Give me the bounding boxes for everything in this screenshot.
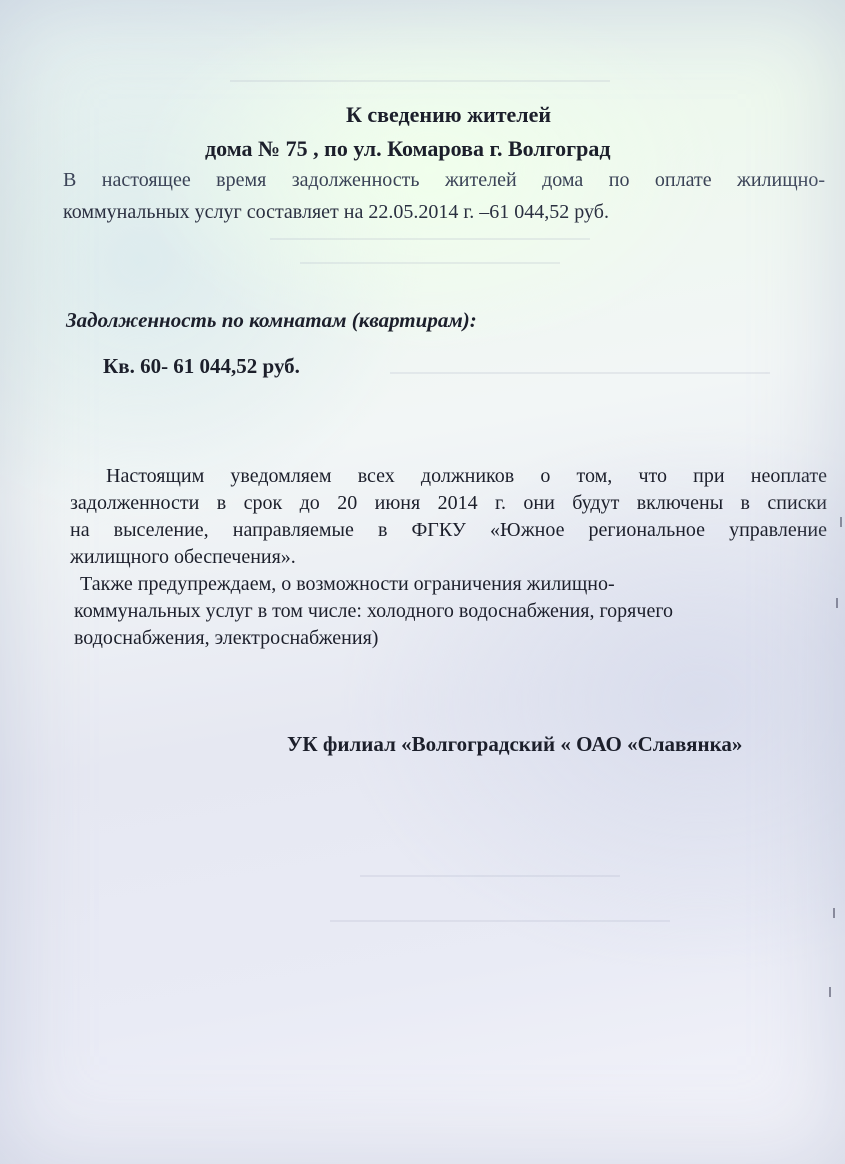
bleed-through-mark (360, 875, 620, 877)
bleed-through-mark (270, 238, 590, 240)
paper-speck (836, 598, 838, 608)
restriction-line-2: коммунальных услуг в том числе: холодного водоснабжения, горячего (74, 600, 674, 622)
bleed-through-mark (300, 262, 560, 264)
warning-line-3: на выселение, направляемые в ФГКУ «Южное региональное управление (70, 519, 827, 541)
warning-line-2: задолженности в срок до 20 июня 2014 г. они будут включены в списки (70, 492, 827, 514)
debt-heading: Задолженность по комнатам (квартирам): (66, 308, 477, 332)
paper-speck (829, 987, 831, 997)
restriction-line-3: водоснабжения, электроснабжения) (74, 627, 379, 649)
restriction-line-1: Также предупреждаем, о возможности ограничения жилищно- (80, 573, 615, 595)
warning-line-1: Настоящим уведомляем всех должников о том, что при неоплате (106, 465, 827, 487)
bleed-through-mark (390, 372, 770, 374)
paper-speck (840, 517, 842, 527)
apartment-debt: Кв. 60- 61 044,52 руб. (103, 354, 300, 378)
notice-title: К сведению жителей (345, 102, 552, 127)
notice-address: дома № 75 , по ул. Комарова г. Волгоград (205, 136, 611, 161)
warning-line-4: жилищного обеспечения». (70, 546, 296, 568)
intro-line-1: В настоящее время задолженность жителей дома по оплате жилищно- (63, 169, 825, 191)
bleed-through-mark (330, 920, 670, 922)
intro-line-2: коммунальных услуг составляет на 22.05.2014 г. –61 044,52 руб. (63, 201, 609, 223)
paper-speck (833, 908, 835, 918)
bleed-through-mark (230, 80, 610, 82)
signature-block: УК филиал «Волгоградский « ОАО «Славянка» (287, 732, 743, 756)
